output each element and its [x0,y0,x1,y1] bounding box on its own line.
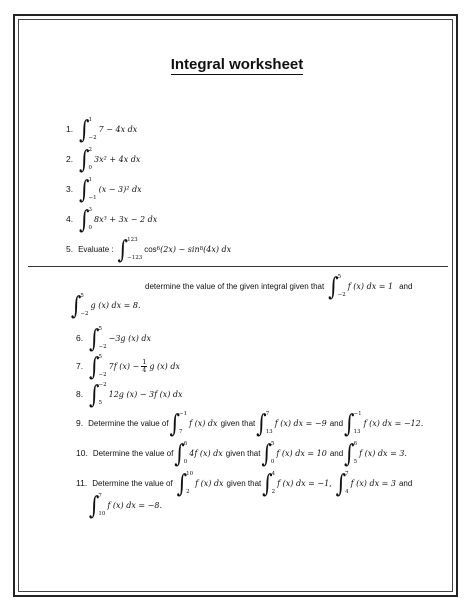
lower-limit: −2 [80,311,89,317]
integral-sign: ∫ 5 −2 [71,290,89,320]
upper-limit: 7 [265,411,270,417]
lower-limit: 13 [353,429,361,435]
lower-limit: 10 [98,511,106,517]
upper-limit: 10 [186,471,194,477]
lower-limit: 2 [186,489,190,495]
problem-10 [76,438,407,468]
worksheet-title [0,56,474,73]
and-text: and [329,418,344,428]
fraction-denominator: 4 [142,365,147,374]
lower-limit: 13 [265,429,273,435]
integral-sign: ∫ 1 −2 [79,114,97,144]
integral-sign: ∫ 7 13 [256,408,273,438]
lower-limit: 5 [353,459,358,465]
upper-limit: 3 [88,207,93,213]
determine-label: Determine the value of [88,418,169,428]
sin-exponent: 8 [199,246,204,252]
problem-number: 5. [66,244,74,254]
problem-6 [76,323,152,353]
integral-sign: ∫ −1 13 [344,408,362,438]
integral-sign: ∫ 5 −2 [89,351,107,381]
lower-limit: 2 [271,489,276,495]
integral-sign: ∫ 4 2 [262,468,276,498]
problem-8 [76,379,183,409]
lower-limit: −2 [98,344,107,350]
lower-limit: −2 [337,292,346,298]
integral-sign: ∫ −1 7 [169,408,188,438]
given-integral-2: f (x) dx = −12. [363,418,424,428]
problem-1 [66,114,138,144]
upper-limit: 2 [88,147,93,153]
problem-number: 7. [76,361,84,371]
integral-sign: ∫ 6 5 [344,438,358,468]
given-f-integral: f (x) dx = 1 [347,281,394,291]
section-divider [28,266,448,267]
integrand: 3x² + 4x dx [94,154,141,164]
lower-limit: −2 [98,372,107,378]
and-text: and [329,448,344,458]
and-text: and [399,281,413,291]
upper-limit: 5 [98,354,103,360]
problem-9 [76,408,424,438]
integrand: (x − 3)² dx [98,184,142,194]
given-integral-2: f (x) dx = 3 [350,478,396,488]
integrand: 8x³ + 3x − 2 dx [94,214,158,224]
part2-intro-line2 [70,290,141,320]
upper-limit: 1 [88,117,93,123]
integral-sign: ∫ 6 0 [174,438,188,468]
integral-sign: ∫ 1 −1 [79,174,97,204]
upper-limit: 7 [345,471,349,477]
integrand-middle: (2x) − sin [160,244,200,254]
problem-3 [66,174,142,204]
integral-sign: ∫ −2 5 [89,379,107,409]
target-integrand: f (x) dx [189,418,218,428]
upper-limit: 5 [80,293,84,299]
integral-sign: ∫ 7 4 [335,468,349,498]
integral-sign: ∫ 5 −2 [328,271,346,301]
integrand: 7 − 4x dx [98,124,138,134]
upper-limit: −1 [179,411,188,417]
given-integral-1: f (x) dx = −9 [274,418,327,428]
problem-number: 8. [76,389,84,399]
problem-5 [66,234,232,264]
problem-11 [76,468,413,498]
upper-limit: −2 [98,382,107,388]
problem-number: 10. [76,448,88,458]
problem-number: 4. [66,214,74,224]
intro-text: determine the value of the given integral given that [145,281,325,291]
cos-exponent: 6 [156,246,161,252]
upper-limit: 7 [98,493,102,499]
lower-limit: 7 [179,429,183,435]
integral-sign: ∫ 123 −123 [117,234,143,264]
lower-limit: 0 [88,225,93,231]
given-that-text: given that [225,448,261,458]
target-integrand: 4f (x) dx [189,448,223,458]
lower-limit: 5 [98,400,103,406]
given-that-text: given that [220,418,256,428]
given-that-text: given that [226,478,262,488]
lower-limit: −1 [88,195,97,201]
problem-7 [76,351,180,381]
lower-limit: 0 [270,459,275,465]
determine-label: Determine the value of [92,478,173,488]
upper-limit: 5 [270,441,275,447]
problem-4 [66,204,158,234]
upper-limit: 6 [353,441,358,447]
integral-sign: ∫ 10 2 [176,468,194,498]
integral-sign: ∫ 5 0 [261,438,275,468]
lower-limit: 4 [345,489,349,495]
problem-2 [66,144,141,174]
target-integrand: f (x) dx [195,478,224,488]
given-integral-1: f (x) dx = 10 [276,448,327,458]
problem-number: 9. [76,418,84,428]
lower-limit: 0 [183,459,188,465]
problem-number: 2. [66,154,74,164]
integral-sign: ∫ 3 0 [79,204,93,234]
upper-limit: 5 [98,326,103,332]
problem-number: 3. [66,184,74,194]
upper-limit: 123 [127,237,138,243]
problem-number: 6. [76,333,84,343]
upper-limit: 5 [337,274,342,280]
upper-limit: 4 [271,471,276,477]
part2-intro-line1 [145,271,413,301]
integrand-end: (4x) dx [203,244,232,254]
problem-number: 11. [76,478,88,488]
given-integral-3: f (x) dx = −8. [107,500,162,510]
upper-limit: 6 [183,441,188,447]
worksheet-title-text: Integral worksheet [170,56,304,73]
given-g-integral: g (x) dx = 8. [90,300,141,310]
integral-sign: ∫ 5 −2 [89,323,107,353]
lower-limit: −123 [127,255,143,261]
integral-sign: ∫ 2 0 [79,144,93,174]
integral-sign: ∫ 7 10 [89,490,106,520]
upper-limit: 1 [88,177,93,183]
evaluate-label: Evaluate : [78,244,114,254]
fraction-numerator: 1 [142,357,147,366]
integrand: −3g (x) dx [108,333,152,343]
given-integral-1: f (x) dx = −1, [277,478,332,488]
determine-label: Determine the value of [92,448,174,458]
integrand-start: 7f (x) − [108,361,140,371]
problem-number: 1. [66,124,74,134]
lower-limit: 0 [88,165,93,171]
given-integral-2: f (x) dx = 3. [359,448,407,458]
and-text: and [398,478,413,488]
fraction [141,359,147,374]
integrand: 12g (x) − 3f (x) dx [108,389,183,399]
cos-text: cos [144,244,157,254]
problem-11-continued [88,490,162,520]
lower-limit: −2 [88,135,97,141]
upper-limit: −1 [353,411,362,417]
integrand-end: g (x) dx [149,361,180,371]
